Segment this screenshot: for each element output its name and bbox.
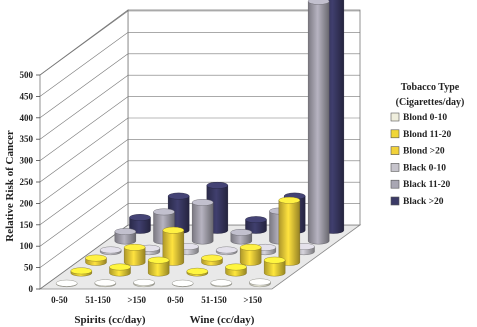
bar-top [95, 280, 116, 286]
bar-top [148, 257, 169, 263]
y-tick-label: 300 [19, 155, 33, 166]
x-tick-label: 51-150 [201, 295, 227, 305]
bar-top [56, 280, 77, 286]
legend-swatch [391, 113, 399, 121]
y-tick-label: 450 [19, 91, 33, 102]
legend-item [391, 163, 446, 173]
bar-top [240, 244, 261, 250]
y-axis-ticks [20, 70, 41, 294]
x-axis-ticks [51, 295, 262, 305]
x-tick-label: 0-50 [51, 295, 68, 305]
legend-item [391, 197, 444, 207]
legend-swatch [391, 130, 399, 138]
bar [100, 247, 121, 255]
bar-top [130, 214, 151, 220]
bar-top [192, 199, 213, 205]
y-tick-label: 200 [19, 198, 33, 209]
legend-label: Blond >20 [403, 146, 445, 157]
x-tick-label: >150 [243, 295, 262, 305]
bar-top [110, 264, 131, 270]
bar [192, 199, 213, 244]
bar [172, 280, 193, 287]
x-group-label-spirits: Spirits (cc/day) [74, 314, 146, 326]
legend-subtitle: (Cigarettes/day) [395, 97, 465, 108]
y-tick-label: 100 [19, 241, 33, 252]
y-tick-label: 0 [28, 284, 33, 294]
y-axis-label: Relative Risk of Cancer [4, 130, 16, 242]
y-tick-label: 50 [24, 262, 33, 273]
legend-items [391, 113, 452, 207]
x-tick-label: 51-150 [85, 295, 111, 305]
bar-top [226, 264, 247, 270]
bar [216, 247, 237, 255]
y-tick-label: 350 [19, 134, 33, 145]
bar-top [154, 209, 175, 215]
x-tick-label: >150 [127, 295, 146, 305]
x-group-label-wine: Wine (cc/day) [189, 314, 255, 326]
legend-item [391, 130, 452, 140]
bar-top [250, 279, 271, 285]
bar-body [192, 202, 213, 244]
bar [115, 228, 136, 244]
bar [71, 268, 92, 277]
bar-top [202, 255, 223, 261]
y-tick-label: 250 [19, 177, 33, 187]
bar [56, 280, 77, 287]
bar [279, 197, 300, 265]
legend-swatch [391, 180, 399, 188]
legend-label: Blond 11-20 [403, 129, 452, 140]
x-tick-label: 0-50 [167, 295, 184, 305]
bar [264, 257, 285, 276]
bar-top [246, 216, 267, 222]
bar-top [168, 193, 189, 199]
bar [250, 279, 271, 287]
bar-top [187, 268, 208, 274]
bar-top [115, 228, 136, 234]
y-tick-label: 400 [19, 112, 33, 123]
bar [308, 0, 329, 244]
bar [86, 255, 107, 266]
legend-swatch [391, 197, 399, 205]
bar [202, 255, 223, 266]
bar-top [163, 227, 184, 233]
y-tick-label: 150 [19, 219, 33, 230]
legend-label: Black 11-20 [403, 180, 451, 191]
bar-top [264, 257, 285, 263]
bar-top [172, 280, 193, 286]
legend-item [391, 113, 447, 123]
bar-top [100, 247, 121, 253]
y-tick-label: 500 [19, 70, 33, 80]
bar [124, 244, 145, 265]
bar [148, 257, 169, 276]
bar-top [279, 197, 300, 203]
bar-top [86, 255, 107, 261]
bar [240, 244, 261, 265]
bar-body [279, 200, 300, 265]
bar [110, 264, 131, 276]
bar-top [216, 247, 237, 253]
bar-body [308, 1, 329, 244]
bar [231, 229, 252, 244]
legend-swatch [391, 147, 399, 155]
bar-top [207, 182, 228, 188]
bar [187, 268, 208, 276]
bar [226, 264, 247, 276]
bar-top [71, 268, 92, 274]
legend-label: Black >20 [403, 197, 444, 207]
bar [95, 280, 116, 287]
legend-swatch [391, 163, 399, 171]
legend-title: Tobacco Type [400, 82, 460, 93]
legend [391, 82, 464, 207]
bar-top [231, 229, 252, 235]
legend-item [391, 180, 450, 190]
legend-label: Blond 0-10 [403, 113, 448, 123]
bar [211, 280, 232, 287]
legend-item [391, 147, 445, 157]
bar-top [211, 280, 232, 286]
bar [134, 279, 155, 287]
bar-top [124, 244, 145, 250]
legend-label: Black 0-10 [403, 163, 447, 174]
bar-top [134, 279, 155, 285]
